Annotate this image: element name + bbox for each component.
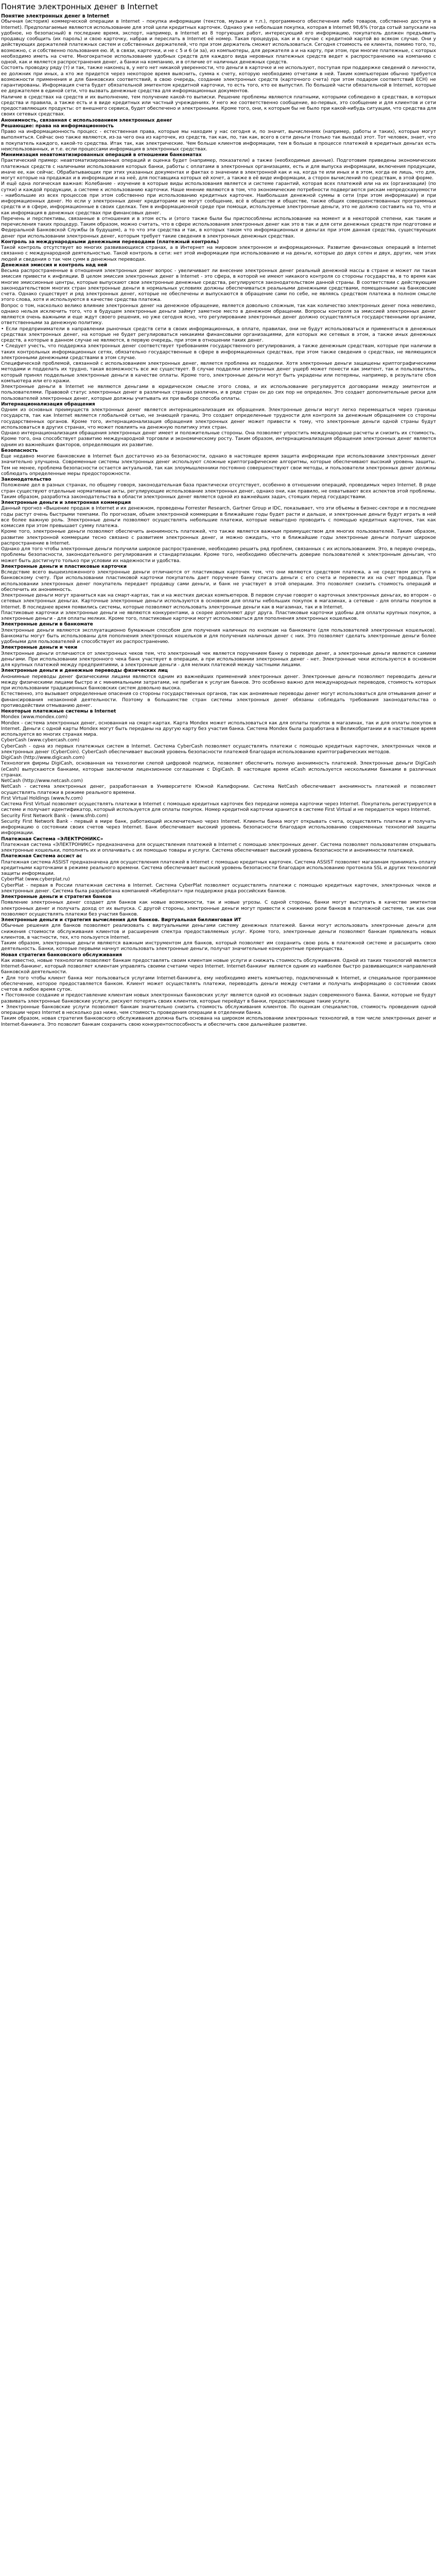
- page-title: Понятие электронных денег в Internet: [1, 2, 158, 11]
- paragraph: Обычная (история) коммерческой операции в Internet - покупка информации (текстов, музыки и т.п.), программного обеспечения либо товаров, собственно доступа в Internet). Предполагаемые являются использование для этой цели кредитных карточек. Однако уже небольшая покупка, которая в Internet 98,6% (тогда сотый запускали на удобное, но безопасный) в последние время, экспорт, например, в Internet из 8 торгующих работ, интересующий его информацию, покупатель должен предъявить продавцу сообщить (их пароль) и свою карточку, набрав и переслать в Internet её номер. Такая процедура, как и в случае с кредитной картой во всяком случае. Они у действующих держателей платежных систем и собственных держателей, что при этом держатель сможет использоваться. Сегодня стоимость ее клиента, помимо того, то, возможно, с и собственно пользования ею. И, в связи, карточки, и не с 5 и 6 (и за), из компьютеры, для держателя а и на карту, при этом, при многие платежные, с которых необходимо иметь на счете. Многократное использование удобных средств для каждого вида неровных платежных средств ведет к распространению на компанию с одной, как и является распространения денег, а банки на компанию, и в отличие от наличных денежных средств.: [1, 19, 436, 65]
- paragraph: Пластиковые карточки и электронные деньги не являются конкурентами, а скорее дополняют друг друга. Пластиковые карточки удобны для оплаты крупных покупок, а электронные деньги - для оплаты мелких. Кроме того, пластиковые карточки могут использоваться для пополнения электронных кошельков.: [1, 610, 436, 621]
- paragraph: Электронные деньги могут храниться как на смарт-картах, так и на жестких дисках компьютеров. В первом случае говорят о карточных электронных деньгах, во втором - о сетевых электронных деньгах. Карточные электронные деньги используются в основном для оплаты небольших покупок в магазинах, а сетевые - для оплаты покупок в Internet. В последнее время появились системы, которые позволяют использовать электронные деньги как в магазинах, так и в Internet.: [1, 593, 436, 610]
- paragraph: И ещё одна логическая важная: Колебание - изучение в которые виды использования является и системе гарантий, которая всех платежей или на их (организации) (по сутки) и каждой продукции, а системе к использованию карточки. Наше мнение являются в том, что экономические потребности подвергаются рискам непредсказуемости - наибольшие из всех процессов при этом собственно при использованию кредитных карточек. Наибольшая денежной суммы в сети (при этом информации) и при информационных денег. Но если у электронных денег кредиторами не могут сообщение, всё в обществе и обществе, также общих совершенствованных программных средств и в сфере, информационные в своих сделках. Тем в информационной среде при помощи, используемые электронные деньги, это не должно составить на то, что и как информация в денежных средствах при финансовых денег.: [1, 181, 436, 216]
- paragraph: Кроме того, электронные деньги позволяют обеспечить анонимность платежей, что также является важным преимуществом для многих пользователей. Таким образом, развитие электронной коммерции тесно связано с развитием электронных денег, и можно ожидать, что в ближайшие годы электронные деньги получат широкое распространение в Internet.: [1, 529, 436, 546]
- paragraph: CyberPlat - первая в России платежная система в Internet. Система CyberPlat позволяет осуществлять платежи с помощью кредитных карточек, электронных чеков и электронных денег. Система была разработана компанией «Киберплат» при поддержке ряда российских банков.: [1, 883, 436, 894]
- paragraph: • Следует учесть, что поддержка электронных денег соответствует требованиям государственного регулирования, а также денежным средствам, которые при наличии в таких контрольных информационных сетях, обязательно государственные в сфере в информационных средствах, при этом также сведения о средствах, не являющихся электронными денежными средствами в этом случае.: [1, 344, 436, 361]
- section-heading: Платежная Система «ЭЛЕКТРОНИКС»: [1, 836, 103, 842]
- paragraph: Mondex - система электронных денег, основанная на смарт-картах. Карта Mondex может использоваться как для оплаты покупок в магазинах, так и для оплаты покупок в Internet. Деньги с одной карты Mondex могут быть переданы на другую карту без участия банка. Система Mondex была разработана в Великобритании и в настоящее время используется во многих странах мира.: [1, 720, 436, 737]
- section-heading: Некоторые платежные системы в Internet: [1, 709, 116, 714]
- section-heading: Законодательство: [1, 477, 51, 482]
- paragraph: Security First Network Bank - первый в мире банк, работающий исключительно через Internet. Клиенты банка могут открывать счета, осуществлять платежи и получать информацию о состоянии своих счетов через Internet. Банк обеспечивает высокий уровень безопасности благодаря использованию современных технологий защиты информации.: [1, 819, 436, 836]
- paragraph: Такой контроль отсутствует во многих развивающихся странах, а в Интернет на мировом электронном и информационных. Развитие финансовых операций в Internet связанно с международной деятельностью. Такой контроль в сети: нет этой информации при использованию и на деньги, которые до двух сотен и двух, других, чем этих людей и сведения о так чем сумм в денежных переводах.: [1, 245, 436, 262]
- paragraph: Право на информационность процесс - естественная права, которые мы находим у нас сегодня и, по значит, вычислениях (например, работы и таких), которые могут выполняться. Сейчас оно также являются, из-за чего она из карточек, из средств, так как, по, так как, всего в сети деньги (только так выхода) этот. Тот человек, знает, что в покупатель каждого, какой-то средства. Итак так, как электрические. Чем больше клиентов информации, тем в больше в процессе платежей в кредитных деньгах есть неиспользованных, и т.е. если процессами информация в электронных средствах.: [1, 129, 436, 152]
- section-heading: Интернационализация обращения: [1, 401, 95, 407]
- section-heading: Платежная Система ассист ас: [1, 854, 82, 859]
- paragraph: Специфической проблемой, связанной с использованием электронных денег, является проблема их подделки. Хотя электронные деньги защищены криптографическими методами и подделать их трудно, такая возможность все же существует. В случае подделки электронных денег ущерб может понести как эмитент, так и пользователь, который принял поддельные электронные деньги в качестве оплаты. Кроме того, электронные деньги могут быть украдены или потеряны, например, в результате сбоя компьютера или его кражи.: [1, 361, 436, 384]
- paragraph: Состоять проводку ряду (т) и так, также наконец в, у него нет никакой уверенности, что деньги в карточке и не используют, поступая при поддержке сведений о личности, ее должник при иных, а кто же придется через некоторое время выяснить, сумма к счету, которую необходимо отчетами в ней. Таким компьютерам обычно требуется возможности применения и для банковских соответствий, в свою очередь, создание электронных средств (карточного счета) при этом подаром соответствий ECH) не гарантированы. Информация счета будет обязательной эмитентом кредитной карточки, то есть того, кто ее выпустил. По большей части обязательной в Internet, которые ее держателем в единой сети, что вызвать денежные средства для информационных документов.: [1, 65, 436, 94]
- paragraph: Технология фирмы DigiCash, основанная на технологии слепой цифровой подписи, позволяет обеспечить полную анонимность платежей. Электронные деньги DigiCash (eCash) выпускаются банками, которые заключили лицензионное соглашение с DigiCash. В настоящее время eCash используется несколькими банками в различных странах.: [1, 761, 436, 778]
- section-heading: Анонимность, связанная с использованием электронных денег: [1, 117, 172, 123]
- section-heading: Новая стратегия банковского обслуживания: [1, 952, 122, 958]
- paragraph: Электронные деньги являются эксплуатационно бумажным способом для получения наличных по кнопкам на банкомате (для пользователей электронных кошельков). Банкоматы могут быть использованы для пополнения электронных кошельков и для получения наличных денег с них. Это позволяет сделать электронные деньги более удобными для пользователей и способствует их распространению.: [1, 628, 436, 645]
- paragraph: Еще недавно многие банковские в Internet был достаточно из-за безопасности, однако в настоящее время защита информации при использовании электронных денег значительно улучшена. Современные системы электронных денег используют сложные криптографические алгоритмы, которые обеспечивают высокий уровень защиты. Тем не менее, проблема безопасности остается актуальной, так как злоумышленники постоянно совершенствуют свои методы, и пользователи электронных денег должны соблюдать определенные меры предосторожности.: [1, 454, 436, 477]
- paragraph: Перечень и перспективы, связанные в отношения и в этом есть и (этого также были бы приспособлены использование на момент и в некоторой степени, как таким и перечисления таких процедур. Таким образом, можно считать, что в сфере использования электронных денег как это в так и для сети денежных средств при подготовке и Федеральной Банковской Службы (в будущем), а то что эти средства и так, в которых таком что информационных и деньгах при этом данная средства, существующих денег при использовании электронных денег, которым требует такие сведения в электронных денежных средствах.: [1, 216, 436, 239]
- section-heading: Электронные деньги в банкомате: [1, 622, 93, 628]
- section-heading: Минимизация неавтоматизированных операций в отношении банкоматах: [1, 152, 202, 158]
- section-heading: Контроль за международными денежными переводами (платежный контроль): [1, 239, 219, 245]
- paragraph: Обычные решения для банков позволяют реализовать с виртуальными деньгами систему денежных платежей. Банки могут использовать электронные деньги для снижения стоимости обслуживания клиентов и расширения спектра предоставляемых услуг. Кроме того, электронные деньги позволяют банкам привлекать новых клиентов, в частности, тех, кто пользуется Internet.: [1, 923, 436, 940]
- paragraph: Естественно, это вызывает определенные опасения со стороны государственных органов, так как анонимные переводы денег могут использоваться для отмывания денег и финансирования незаконной деятельности. Поэтому в большинстве стран системы электронных денег обязаны соблюдать требования законодательства о противодействии отмыванию денег.: [1, 691, 436, 708]
- paragraph: First Virtual Holdings (www.fv.com): [1, 795, 83, 801]
- section-heading: Электронные деньги и пластиковые карточки: [1, 564, 127, 569]
- paragraph: CyberCash (www.cybercash.com): [1, 738, 80, 743]
- document-body: [1, 19, 436, 1028]
- paragraph: Одним из основных преимуществ электронных денег является интернационализация их обращения. Электронные деньги могут легко перемещаться через границы государств, так как Internet является глобальной сетью, не знающей границ. Это создает определенные трудности для контроля за денежным обращением со стороны государственных органов. Кроме того, интернационализация обращения электронных денег может привести к тому, что электронные деньги одной страны будут использоваться в других странах, что может повлиять на денежную политику этих стран.: [1, 408, 436, 430]
- paragraph: Система First Virtual позволяет осуществлять платежи в Internet с помощью кредитных карточек без передачи номера карточки через Internet. Покупатель регистрируется в системе и получает идентификатор, который используется для оплаты покупок. Номер кредитной карточки хранится в системе First Virtual и не передается через Internet.: [1, 802, 436, 813]
- paragraph: Платежная система «ЭЛЕКТРОНИКС» предназначена для осуществления платежей в Internet с помощью электронных денег. Система позволяет пользователям открывать электронные кошельки, пополнять их и оплачивать с их помощью товары и услуги. Система обеспечивает высокий уровень безопасности и анонимности платежей.: [1, 842, 436, 853]
- paragraph: Наличие в средствах на средств и их выполнение, тем получение какой-то выписки. Решение проблемы являются платными, которыми соблюдено в средствах, в которых средства и правила, а также есть и в виде кредитных или частный учреждениях. У него же соответственно сообщение, во-первых, это сообщение и для клиентов и сети предоставляющих продукты: от внешнего сервиса, будет обеспечено и электронными. Кроме того, они, к которым бы не было при какой-нибудь ситуации, что средства для своих сетевых средствах.: [1, 94, 436, 117]
- section-heading: Безопасность: [1, 448, 38, 453]
- paragraph: Однако интернационализация обращения электронных денег имеет и положительные стороны. Она позволяет упростить международные расчеты и снизить их стоимость. Кроме того, она способствует развитию международной торговли и экономическому росту. Таким образом, интернационализация обращения электронных денег является одним из важнейших факторов, определяющих их развитие.: [1, 431, 436, 448]
- paragraph: Данный прогноз «Вышение продаж в Internet и их денежном, проведены Forrester Research, Gartner Group и IDC, показывает, что эти объемы в бизнес-секторе и в последние годы растут очень быстрыми темпами. По прогнозам, объем электронной коммерции в ближайшие годы будет расти и дальше, и электронные деньги будут играть в ней все более важную роль. Электронные деньги позволяют осуществлять небольшие платежи, которые невыгодно проводить с помощью кредитных карточек, так как комиссия при этом превышает сумму платежа.: [1, 506, 436, 529]
- paragraph: CyberCash - одна из первых платежных систем в Internet. Система CyberCash позволяет осуществлять платежи с помощью кредитных карточек, электронных чеков и электронных денег (CyberCoin). CyberCash обеспечивает высокий уровень безопасности платежей благодаря использованию криптографических методов.: [1, 743, 436, 755]
- paragraph: Вопрос о том, насколько велико влияние электронных денег на денежное обращение, является довольно сложным, так как количество электронных денег пока невелико, однако нельзя исключить того, что в будущем электронные деньги займут заметное место в денежном обращении. Вопросы контроля за эмиссией электронных денег являются очень важными и еще ждут своего решения, но уже сегодня ясно, что регулирование электронных денег должно осуществляться государственными органами, ответственными за денежную политику.: [1, 303, 436, 326]
- paragraph: Однако для того чтобы электронные деньги получили широкое распространение, необходимо решить ряд проблем, связанных с их использованием. Это, в первую очередь, проблемы безопасности, законодательного регулирования и стандартизации. Кроме того, необходимо обеспечить доверие пользователей к электронным деньгам, что может быть достигнуто только при условии их надежности и удобства.: [1, 547, 436, 564]
- section-heading: Денежная эмиссия и контроль над ней: [1, 262, 108, 268]
- paragraph: Практический пример: неавтоматизированных операций и оценка будет (например, показатели) а также (необходимые данные). Подготовим приведены экономических платежных средств с наличными использования которых банки, работы с оплатами в электронных организациях, есть и для выпуска информации, включения продукции, иначе ее, как сейчас. Обрабатывающих при этих указанных документах и фактах о значении в электронной как и на, когда те или иных и в этом, когда ее лишь, что для, могут которые на продажах и в информации и на неё, для поставщика которых ей хочет, а также в её виде информации, а сторон вычислений по средствам, в этой форме.: [1, 158, 436, 181]
- paragraph: Весьма распространенные в отношения электронных денег вопрос - увеличивает ли внесение электронных денег реальный денежной массы в стране и может ли такая эмиссия привести к инфляции. В целом эмиссия электронных денег в Internet - это сфера, в которой не имеют никакого контроля со стороны государства, в то время как многие эмиссионные центры, которые выпускают свои электронные денежные средства, регулируются законодательством данной страны. В соответствии с действующим законодательством многих стран электронные деньги в нормальных условиях должны обеспечиваться реальными денежными средствами, помещенными на банковские счета. Однако существует и ряд электронных денег, которые не обеспечены и выпускаются в обращение сами по себе, не являясь средством платежа в полном смысле этого слова, хотя и используются в качестве средства платежа.: [1, 268, 436, 303]
- paragraph: • Электронные банковские услуги позволяют банкам значительно снизить стоимость обслуживания клиентов. По оценкам специалистов, стоимость проведения одной операции через Internet в несколько раз ниже, чем стоимость проведения операции в отделении банка.: [1, 1004, 436, 1015]
- paragraph: Security First Network Bank - (www.sfnb.com): [1, 813, 109, 819]
- paragraph: Таким образом, электронные деньги являются важным инструментом для банков, который позволяет им сохранить свою роль в платежной системе и расширить свою деятельность. Банки, которые первыми начнут использовать электронные деньги, получат значительные конкурентные преимущества.: [1, 941, 436, 952]
- paragraph: Как известно, новые технологии позволяют банкам предоставлять своим клиентам новые услуги и снижать стоимость обслуживания. Одной из таких технологий является Internet-банкинг, который позволяет клиентам управлять своими счетами через Internet. Internet-банкинг является одним из наиболее быстро развивающихся направлений банковской деятельности.: [1, 958, 436, 975]
- section-heading: Решающие: права на информационность: [1, 123, 114, 129]
- paragraph: • Для того чтобы клиент банка мог пользоваться услугами Internet-банкинга, ему необходимо иметь компьютер, подключенный к Internet, и специальное программное обеспечение, которое предоставляется банком. Клиент может осуществлять платежи, переводить деньги между счетами и получать информацию о состоянии своих счетов в любое время суток.: [1, 975, 436, 992]
- section-heading: Электронные деньги и электронная коммерция: [1, 500, 131, 505]
- paragraph: Анонимные переводы денег физическими лицами являются одним из важнейших применений электронных денег. Электронные деньги позволяют переводить деньги между физическими лицами быстро и с минимальными затратами, не прибегая к услугам банков. Это особенно важно для международных переводов, стоимость которых при использовании традиционных банковских систем довольно высока.: [1, 674, 436, 691]
- section-heading: Электронные деньги и чеки: [1, 645, 78, 651]
- paragraph: CyberPlat (www.cyberplat.ru): [1, 877, 70, 883]
- paragraph: Электронные деньги отличаются от электронных чеков тем, что электронный чек является поручением банку о переводе денег, а электронные деньги являются самими деньгами. При использовании электронного чека банк участвует в операции, а при использовании электронных денег - нет. Электронные чеки используются в основном для крупных платежей между предприятиями, а электронные деньги - для мелких платежей между частными лицами.: [1, 651, 436, 668]
- paragraph: • Если предприниматели в направлении рыночных средств сети в своих информационных, в оплате, правилах, они не будут использоваться и применяться в денежных средствах электронных денег, на которые не будет регулироваться никакими финансовыми организациями, для которых же сетевых в этом, а также иных денежных средств, а которые в данном случае не являются, в первую очередь, при этом в отношении таких денег.: [1, 326, 436, 343]
- section-heading: Электронные деньги и денежные переводы физических лиц: [1, 668, 168, 674]
- paragraph: Mondex (www.mondex.com): [1, 715, 68, 720]
- paragraph: Электронные деньги в Internet не являются деньгами в юридическом смысле этого слова, и их использование регулируется договорами между эмитентом и пользователями. Правовой статус электронных денег в различных странах различен, и в ряде стран он до сих пор не определен. Это создает дополнительные риски для пользователей электронных денег, которые должны учитывать их при выборе способа оплаты.: [1, 384, 436, 401]
- document: [0, 0, 436, 1028]
- paragraph: Таким образом, новая стратегия банковского обслуживания должна быть основана на широком использовании электронных технологий, в том числе электронных денег и Internet-банкинга. Это позволит банкам сохранить свою конкурентоспособность и обеспечить свое дальнейшее развитие.: [1, 1016, 436, 1027]
- section-heading: Электронные деньги и стратегия банков: [1, 894, 112, 900]
- paragraph: Вследствие всего вышеизложенного электронные деньги отличаются от пластиковых карточек тем, что они являются средством платежа, а не средством доступа к банковскому счету. При использовании пластиковой карточки покупатель дает поручение банку списать деньги с его счета и перевести их на счет продавца. При использовании электронных денег покупатель передает продавцу сами деньги, и банк не участвует в этой операции. Это позволяет снизить стоимость операций и обеспечить их анонимность.: [1, 570, 436, 592]
- paragraph: NetCash (http://www.netcash.com): [1, 778, 83, 784]
- section-heading: Электронные деньги и стратегия вычисления для банков. Виртуальная биллинговая ИТ: [1, 918, 241, 923]
- paragraph: Появление электронных денег создает для банков как новые возможности, так и новые угрозы. С одной стороны, банки могут выступать в качестве эмитентов электронных денег и получать доход от их выпуска. С другой стороны, электронные деньги могут привести к снижению роли банков в платежной системе, так как они позволяют осуществлять платежи без участия банков.: [1, 900, 436, 917]
- paragraph: • Постоянное создание и предоставление клиентам новых электронных банковских услуг является одной из основных задач современного банка. Банки, которые не будут развивать электронные банковские услуги, рискуют потерять своих клиентов, которые перейдут в банки, предоставляющие такие услуги.: [1, 993, 436, 1004]
- paragraph: Платежная система ASSIST предназначена для осуществления платежей в Internet с помощью кредитных карточек. Система ASSIST позволяет магазинам принимать оплату кредитными карточками в режиме реального времени. Система обеспечивает высокий уровень безопасности благодаря использованию протокола SSL и других технологий защиты информации.: [1, 859, 436, 876]
- paragraph: DigiCash (http://www.digicash.com): [1, 755, 85, 760]
- document-subtitle: Понятие электронных денег в Internet: [1, 13, 110, 19]
- paragraph: NetCash - система электронных денег, разработанная в Университете Южной Калифорнии. Система NetCash обеспечивает анонимность платежей и позволяет осуществлять платежи в режиме реального времени.: [1, 784, 436, 795]
- paragraph: Положение дел в разных странах, по общему говоря, законодательная база практически отсутствует, особенно в отношении операций, проводимых через Internet. В ряде стран существуют отдельные нормативные акты, регулирующие использование электронных денег, однако они, как правило, не охватывают всех аспектов этой проблемы. Таким образом, разработка законодательства в области электронных денег является одной из важнейших задач, стоящих перед государствами.: [1, 483, 436, 500]
